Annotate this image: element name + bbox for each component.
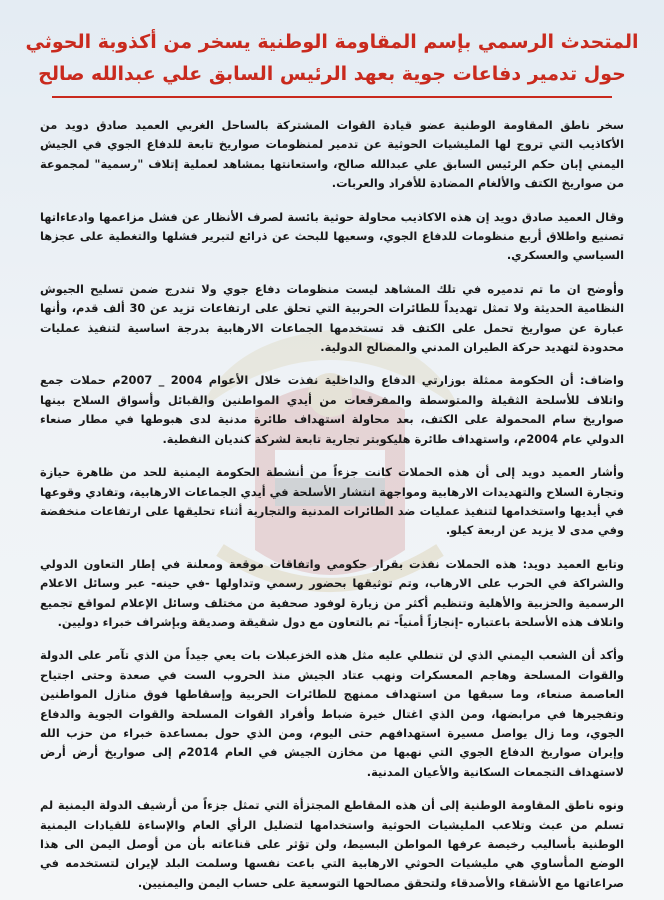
paragraph-7: وأكد أن الشعب اليمني الذي لن تنطلي عليه مثل هذه الخزعبلات بات يعي جيداً من الذي تآمر على الدولة والقوات المسلحة وهاجم المعسكرات ونهب عتاد الجيش منذ الحروب الست في صعدة وحتى اجتياح العاصمة صنعاء، وما سبقها من استهداف ممنهج للطائرات الحربية وإسقاطها فوق منازل المواطنين وتفجيرها في مرابضها، ومن الذي اغتال خيرة ضباط وأفراد القوات المسلحة والقوات الجوية والدفاع الجوي، وما زال يواصل مسيرة استهدافهم حتى اليوم، ومن الذي حول بمساعدة خبراء من حزب الله وإيران صواريخ الدفاع الجوي التي نهبها من مخازن الجيش في العام 2014م إلى صواريخ أرض أرض لاستهداف التجمعات السكانية والأعيان المدنية. <box>40 648 624 779</box>
article-body <box>0 98 664 893</box>
paragraph-1: سخر ناطق المقاومة الوطنية عضو قيادة القوات المشتركة بالساحل الغربي العميد صادق دويد من الأكاذيب التي تروج لها المليشيات الحوثية عن تدمير لمنظومات صواريخ تابعة للدفاع الجوي في الجيش اليمني إبان حكم الرئيس السابق علي عبدالله صالح، واستعانتها بمشاهد لعملية إتلاف "رسمية" لمجموعة من صواريخ الكتف والألغام المضادة للأفراد والعربات. <box>40 118 624 191</box>
paragraph-8: ونوه ناطق المقاومة الوطنية إلى أن هذه المقاطع المجتزأة التي تمثل جزءاً من أرشيف الدولة اليمنية لم تسلم من عبث وتلاعب المليشيات الحوثية واستخدامها لتضليل الرأي العام والإساءة للقيادات اليمنية الوطنية بأساليب رخيصة عرفها المواطن البسيط، ولن تؤثر على قناعاته بأن من أوصل اليمن الى هذا الوضع المأساوي هي مليشيات الحوثي الارهابية التي باعت نفسها وسلمت البلد لإيران لتستخدمه في صراعاتها مع الأشقاء والأصدقاء ولتحقق مصالحها التوسعية على حساب اليمن واليمنيين. <box>40 798 624 890</box>
paragraph-5: وأشار العميد دويد إلى أن هذه الحملات كانت جزءاً من أنشطة الحكومة اليمنية للحد من ظاهرة حيازة وتجارة السلاح والتهديدات الارهابية ومواجهة انتشار الأسلحة في أيدي الجماعات الارهابية، وتفادي وقوعها في أيديها واستخدامها لتنفيذ عمليات ضد الطائرات المدنية والتجارية أثناء تحليقها على ارتفاعات منخفضة وفي مدى لا يزيد عن اربعة كيلو. <box>40 465 624 538</box>
paragraph-2: وقال العميد صادق دويد إن هذه الاكاذيب محاولة حوثية بائسة لصرف الأنظار عن فشل مزاعمها وادعاءاتها تصنيع واطلاق أربع منظومات للدفاع الجوي، وسعيها للبحث عن ذرائع لتبرير فشلها والتغطية على عجزها السياسي والعسكري. <box>40 209 624 263</box>
paragraph-4: واضاف: أن الحكومة ممثلة بوزارتي الدفاع والداخلية نفذت خلال الأعوام 2004 _ 2007م حملات جمع واتلاف للأسلحة الثقيلة والمتوسطة والمفرقعات من أيدي المواطنين والقبائل وأسواق السلاح بينها صواريخ سام المحمولة على الكتف، بعد محاولة استهداف طائرة مدنية لدى هبوطها في مطار صنعاء الدولي عام 2004م، واستهداف طائرة هليكوبتر تجارية تابعة لشركة كنديان النفطية. <box>40 373 624 446</box>
title-line-1: المتحدث الرسمي بإسم المقاومة الوطنية يسخر من أكذوبة الحوثي <box>25 31 639 53</box>
paragraph-3: وأوضح ان ما تم تدميره في تلك المشاهد ليست منظومات دفاع جوي ولا تندرج ضمن تسليح الجيوش النظامية الحديثة ولا تمثل تهديداً للطائرات الحربية التي تحلق على ارتفاعات تزيد عن 30 ألف قدم، وأنها عبارة عن صواريخ تحمل على الكتف قد تستخدمها الجماعات الارهابية بدرجة اساسية لتنفيذ عمليات محدودة لتهديد حركة الطيران المدني والمصالح الدولية. <box>40 281 624 355</box>
document-header <box>0 0 664 98</box>
title-line-2: حول تدمير دفاعات جوية بعهد الرئيس السابق علي عبدالله صالح <box>38 63 626 85</box>
paragraph-6: وتابع العميد دويد: هذه الحملات نفذت بقرار حكومي واتفاقات موقعة ومعلنة في إطار التعاون الدولي والشراكة في الحرب على الارهاب، وتم توثيقها بحضور رسمي وتداولها -في حينه- عبر وسائل الاعلام الرسمية والحزبية والأهلية وتنظيم أكثر من زيارة لوفود صحفية من مختلف وسائل الإعلام لمواقع تجميع واتلاف هذه الأسلحة باعتباره -إنجازاً أمنياً- تم بالتعاون مع دول شقيقة وصديقة وبإشراف خبراء دوليين. <box>40 556 624 629</box>
